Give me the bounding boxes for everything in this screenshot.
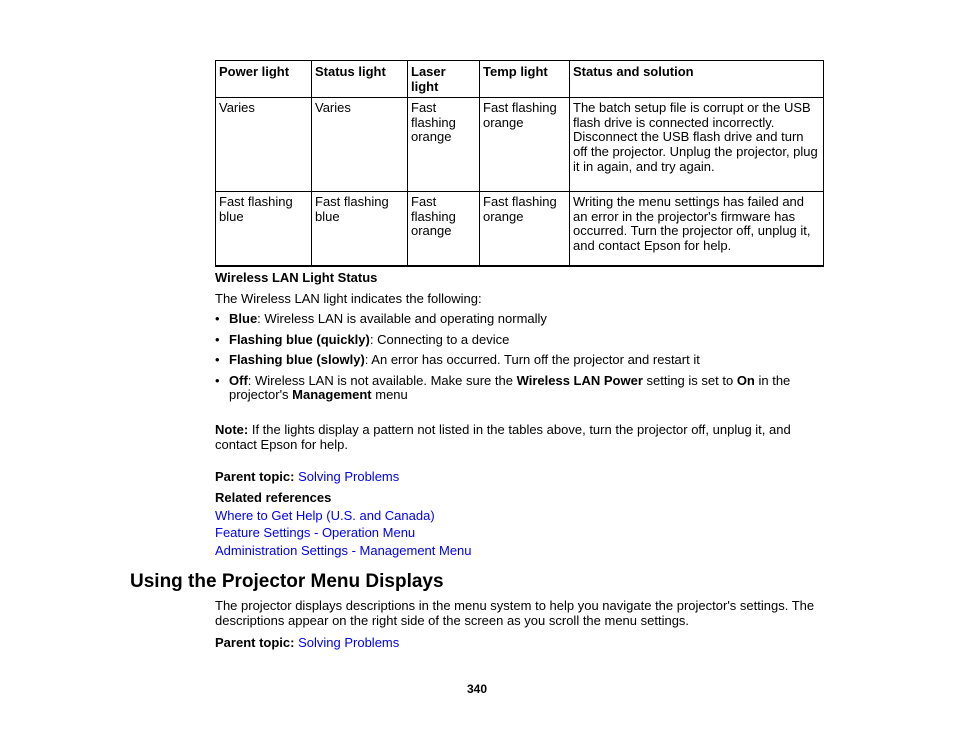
wireless-lan-heading: Wireless LAN Light Status <box>215 270 378 285</box>
related-references-list <box>215 507 825 560</box>
parent-topic <box>215 635 825 650</box>
light-status-table <box>215 60 824 267</box>
table-row <box>216 192 824 267</box>
section-title: Using the Projector Menu Displays <box>130 571 444 592</box>
list-item-term: Off <box>229 372 248 388</box>
table-cell: Fast flashing orange <box>408 98 480 192</box>
header-power-light: Power light <box>216 61 312 98</box>
list-item-text: : Connecting to a device <box>369 331 510 347</box>
related-references-heading: Related references <box>215 489 332 505</box>
wireless-lan-list <box>215 312 825 403</box>
list-item-text: menu <box>371 387 408 402</box>
wireless-lan-intro: The Wireless LAN light indicates the following: <box>215 291 482 306</box>
section-content <box>215 599 825 650</box>
table-cell: Fast flashing orange <box>480 98 570 192</box>
list-item-term: Blue <box>229 311 258 326</box>
table-cell: Writing the menu settings has failed and an error in the projector's firmware has occurred. Turn the projector off, unplug it, and contact Epson for help. <box>570 192 824 267</box>
list-item-term: Flashing blue (slowly) <box>229 352 365 367</box>
header-status-solution: Status and solution <box>570 61 824 98</box>
section-body: The projector displays descriptions in the menu system to help you navigate the projector's settings. The descriptions appear on the right side of the screen as you scroll the menu settings. <box>215 598 815 628</box>
list-item <box>215 333 825 348</box>
list-item <box>215 353 825 368</box>
setting-value: On <box>736 372 755 388</box>
setting-name: Wireless LAN Power <box>516 372 643 388</box>
related-link-where-to-get-help[interactable]: Where to Get Help (U.S. and Canada) <box>215 507 435 523</box>
note-label: Note: <box>215 421 249 437</box>
parent-topic <box>215 469 825 484</box>
list-item-term: Flashing blue (quickly) <box>229 331 370 347</box>
table-cell: Fast flashing blue <box>312 192 408 267</box>
parent-topic-label: Parent topic: <box>215 635 295 650</box>
table-cell: Varies <box>312 98 408 192</box>
table-header-row <box>216 61 824 98</box>
table-cell: Fast flashing orange <box>480 192 570 267</box>
table-cell: Fast flashing orange <box>408 192 480 267</box>
list-item-text: : Wireless LAN is not available. Make sure the <box>247 372 517 388</box>
page-number: 340 <box>466 682 488 696</box>
table-cell: Varies <box>216 98 312 192</box>
table-cell: The batch setup file is corrupt or the USB flash drive is connected incorrectly. Disconnect the USB flash drive and turn off the projector. Unplug the projector, plug it in again, and try again. <box>570 98 824 192</box>
menu-name: Management <box>292 387 372 402</box>
list-item-text: setting is set to <box>642 372 737 388</box>
main-content <box>215 270 825 559</box>
list-item-text: in the projector's <box>229 372 791 402</box>
table-row <box>216 98 824 192</box>
parent-topic-label: Parent topic: <box>215 468 295 484</box>
header-status-light: Status light <box>312 61 408 98</box>
header-laser-light: Laser light <box>408 61 480 98</box>
list-item <box>215 312 825 327</box>
list-item-text: : Wireless LAN is available and operating normally <box>257 311 547 326</box>
list-item-text: : An error has occurred. Turn off the projector and restart it <box>364 352 700 367</box>
table-cell: Fast flashing blue <box>216 192 312 267</box>
header-temp-light: Temp light <box>480 61 570 98</box>
related-link-administration-settings[interactable]: Administration Settings - Management Menu <box>215 542 472 558</box>
related-link-feature-settings[interactable]: Feature Settings - Operation Menu <box>215 525 416 540</box>
note <box>215 422 825 452</box>
list-item <box>215 374 825 403</box>
light-status-table-container <box>215 60 824 267</box>
note-text: If the lights display a pattern not listed in the tables above, turn the projector off, unplug it, and contact Epson for help. <box>215 421 791 452</box>
parent-topic-link[interactable]: Solving Problems <box>298 468 400 484</box>
parent-topic-link[interactable]: Solving Problems <box>298 635 400 650</box>
